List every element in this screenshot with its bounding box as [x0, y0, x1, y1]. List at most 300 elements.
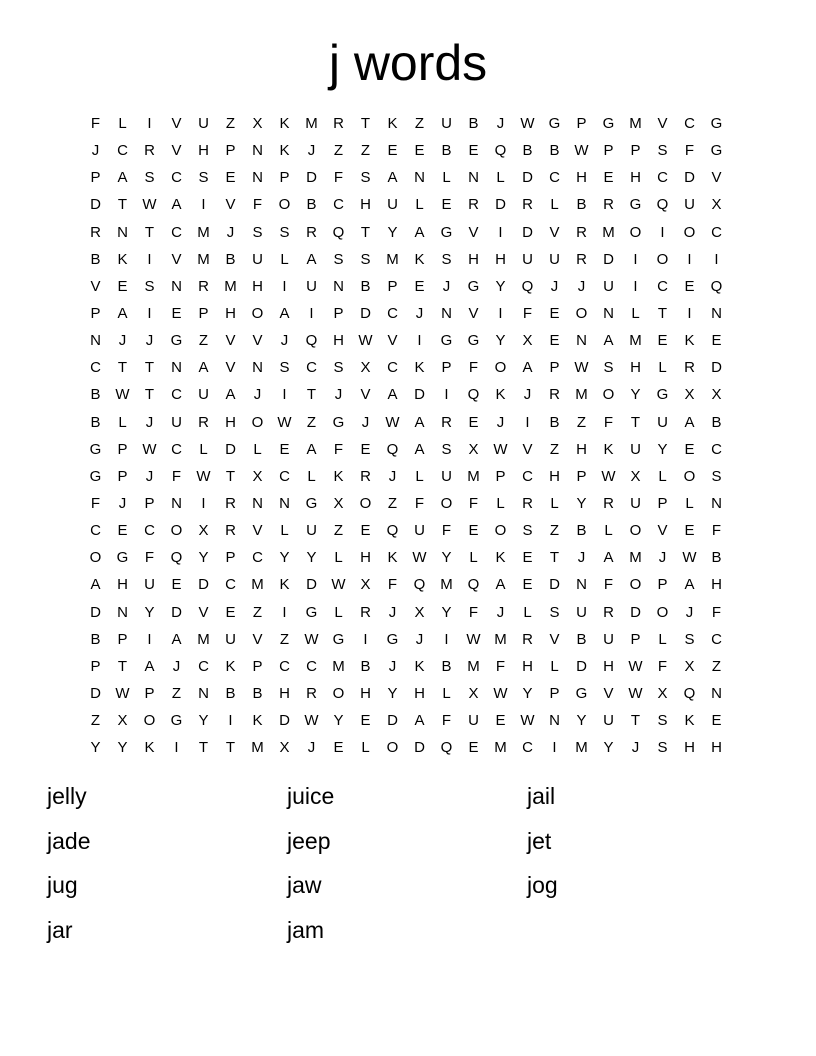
grid-cell: Z [576, 413, 587, 431]
grid-cell: K [603, 440, 614, 458]
grid-cell: M [629, 332, 642, 350]
grid-cell: H [198, 142, 209, 160]
grid-cell: N [549, 712, 560, 730]
grid-cell: H [225, 413, 236, 431]
grid-cell: I [147, 630, 152, 648]
grid-cell: I [687, 304, 692, 322]
grid-cell: E [495, 712, 506, 730]
grid-cell: V [225, 359, 236, 377]
grid-cell: C [171, 386, 182, 404]
grid-cell: J [145, 467, 154, 485]
grid-cell: A [387, 386, 398, 404]
grid-cell: R [549, 386, 560, 404]
grid-cell: I [147, 304, 152, 322]
grid-cell: D [495, 196, 506, 214]
grid-cell: K [279, 115, 290, 132]
grid-cell: R [603, 603, 614, 621]
grid-cell: Z [414, 115, 425, 132]
grid-cell: N [576, 332, 587, 350]
grid-cell: Y [279, 549, 290, 567]
page-title: j words [328, 35, 488, 91]
grid-cell: Q [467, 576, 480, 594]
grid-cell: M [224, 277, 237, 295]
grid-cell: P [198, 304, 209, 322]
grid-cell: N [252, 142, 263, 160]
grid-cell: F [333, 440, 344, 458]
grid-cell: U [171, 413, 182, 431]
grid-cell: W [520, 115, 535, 132]
grid-cell: G [710, 115, 723, 132]
grid-cell: I [228, 712, 233, 730]
grid-cell: K [414, 657, 425, 675]
grid-cell: O [278, 196, 291, 214]
grid-cell: V [549, 630, 560, 648]
grid-cell: K [495, 549, 506, 567]
grid-cell: Q [386, 522, 399, 540]
grid-cell: E [468, 413, 479, 431]
grid-cell: W [358, 332, 373, 350]
grid-cell: M [386, 250, 399, 268]
grid-cell: O [683, 223, 696, 241]
grid-cell: M [251, 739, 264, 757]
grid-cell: V [252, 522, 263, 540]
grid-cell: T [549, 549, 560, 567]
grid-cell: C [279, 467, 290, 485]
grid-cell: E [684, 522, 695, 540]
grid-cell: E [684, 277, 695, 295]
grid-cell: S [684, 630, 695, 648]
grid-cell: B [468, 115, 479, 132]
grid-cell: P [90, 169, 101, 187]
grid-cell: S [657, 142, 668, 160]
grid-cell: L [685, 494, 694, 512]
grid-cell: P [252, 657, 263, 675]
grid-cell: W [385, 413, 400, 431]
grid-cell: V [549, 223, 560, 241]
grid-cell: R [198, 277, 209, 295]
grid-cell: E [414, 277, 425, 295]
grid-cell: Y [495, 277, 506, 295]
grid-cell: R [576, 250, 587, 268]
grid-cell: W [682, 549, 697, 567]
grid-cell: G [467, 277, 480, 295]
grid-cell: H [360, 196, 371, 214]
grid-cell: F [495, 657, 506, 675]
grid-cell: T [306, 386, 317, 404]
grid-cell: Q [467, 386, 480, 404]
grid-cell: O [494, 359, 507, 377]
grid-cell: G [305, 603, 318, 621]
grid-cell: G [467, 332, 480, 350]
grid-cell: R [360, 467, 371, 485]
grid-cell: G [602, 115, 615, 132]
grid-cell: Z [90, 712, 101, 730]
grid-cell: M [629, 115, 642, 132]
grid-cell: B [576, 522, 587, 540]
grid-cell: C [522, 467, 533, 485]
grid-cell: X [333, 494, 344, 512]
grid-cell: M [494, 739, 507, 757]
grid-cell: A [117, 304, 128, 322]
grid-cell: E [468, 142, 479, 160]
grid-cell: S [144, 277, 155, 295]
grid-cell: O [629, 223, 642, 241]
grid-cell: R [441, 413, 452, 431]
grid-cell: E [684, 440, 695, 458]
grid-cell: E [711, 332, 722, 350]
grid-cell: U [387, 196, 398, 214]
grid-cell: G [332, 630, 345, 648]
grid-cell: R [306, 684, 317, 702]
grid-cell: I [552, 739, 557, 757]
grid-cell: O [251, 304, 264, 322]
grid-cell: T [144, 386, 155, 404]
grid-cell: N [117, 603, 128, 621]
grid-cell: M [629, 549, 642, 567]
grid-cell: E [225, 169, 236, 187]
grid-cell: M [440, 576, 453, 594]
grid-cell: T [630, 413, 641, 431]
grid-cell: K [279, 142, 290, 160]
grid-cell: A [198, 359, 209, 377]
grid-cell: M [332, 657, 345, 675]
grid-cell: J [118, 332, 127, 350]
grid-cell: L [442, 684, 451, 702]
grid-cell: D [279, 712, 290, 730]
grid-cell: G [440, 332, 453, 350]
grid-cell: E [414, 142, 425, 160]
grid-cell: S [198, 169, 209, 187]
grid-cell: Q [440, 739, 453, 757]
grid-cell: H [711, 739, 722, 757]
grid-cell: X [414, 603, 425, 621]
grid-cell: Y [495, 332, 506, 350]
grid-cell: R [144, 142, 155, 160]
grid-cell: X [684, 386, 695, 404]
grid-cell: I [363, 630, 368, 648]
grid-cell: B [711, 413, 722, 431]
grid-cell: D [360, 304, 371, 322]
grid-cell: E [549, 304, 560, 322]
grid-cell: B [576, 196, 587, 214]
grid-cell: F [333, 169, 344, 187]
grid-cell: E [387, 142, 398, 160]
word-list-item: jog [527, 872, 558, 898]
grid-cell: R [90, 223, 101, 241]
grid-cell: B [225, 250, 236, 268]
grid-cell: J [145, 332, 154, 350]
grid-cell: B [576, 630, 587, 648]
grid-cell: L [334, 603, 343, 621]
grid-cell: U [225, 630, 236, 648]
grid-cell: B [225, 684, 236, 702]
grid-cell: X [198, 522, 209, 540]
grid-cell: L [550, 494, 559, 512]
grid-cell: M [575, 739, 588, 757]
grid-cell: E [117, 277, 128, 295]
grid-cell: I [498, 223, 503, 241]
grid-cell: E [468, 739, 479, 757]
grid-cell: F [711, 603, 722, 621]
grid-cell: C [711, 440, 722, 458]
grid-cell: Y [441, 603, 452, 621]
grid-cell: A [306, 250, 317, 268]
grid-cell: L [280, 522, 289, 540]
grid-cell: H [414, 684, 425, 702]
grid-cell: R [603, 196, 614, 214]
word-list-item: jelly [47, 783, 87, 809]
grid-cell: K [387, 549, 398, 567]
grid-cell: P [576, 467, 587, 485]
grid-cell: U [576, 603, 587, 621]
grid-cell: J [685, 603, 694, 621]
grid-cell: D [90, 603, 101, 621]
grid-cell: V [90, 277, 101, 295]
grid-cell: E [549, 332, 560, 350]
grid-cell: F [468, 603, 479, 621]
grid-cell: V [171, 142, 182, 160]
grid-cell: Z [387, 494, 398, 512]
grid-cell: V [171, 250, 182, 268]
grid-cell: L [280, 250, 289, 268]
grid-cell: U [414, 522, 425, 540]
grid-cell: Z [333, 142, 344, 160]
grid-cell: P [117, 440, 128, 458]
grid-cell: F [468, 359, 479, 377]
grid-cell: S [279, 359, 290, 377]
grid-cell: D [90, 684, 101, 702]
grid-cell: S [657, 739, 668, 757]
grid-cell: T [117, 359, 128, 377]
grid-cell: V [711, 169, 722, 187]
grid-cell: D [306, 576, 317, 594]
grid-cell: N [333, 277, 344, 295]
grid-cell: L [334, 549, 343, 567]
grid-cell: A [306, 440, 317, 458]
grid-cell: W [493, 684, 508, 702]
grid-cell: I [660, 223, 665, 241]
grid-cell: U [522, 250, 533, 268]
grid-cell: E [441, 196, 452, 214]
grid-cell: U [603, 630, 614, 648]
grid-cell: U [252, 250, 263, 268]
grid-cell: C [90, 359, 101, 377]
grid-cell: I [174, 739, 179, 757]
grid-cell: D [549, 576, 560, 594]
grid-cell: W [493, 440, 508, 458]
grid-cell: U [603, 277, 614, 295]
grid-cell: A [522, 359, 533, 377]
grid-cell: D [684, 169, 695, 187]
grid-cell: X [252, 115, 263, 132]
grid-cell: Z [198, 332, 209, 350]
grid-cell: H [279, 684, 290, 702]
grid-cell: L [469, 549, 478, 567]
grid-cell: J [577, 277, 586, 295]
grid-cell: F [414, 494, 425, 512]
grid-cell: P [603, 142, 614, 160]
grid-cell: I [282, 603, 287, 621]
grid-cell: Y [441, 549, 452, 567]
grid-cell: V [603, 684, 614, 702]
grid-cell: D [198, 576, 209, 594]
grid-cell: J [496, 115, 505, 132]
grid-cell: L [361, 739, 370, 757]
grid-cell: R [603, 494, 614, 512]
grid-cell: S [441, 440, 452, 458]
grid-cell: P [441, 359, 452, 377]
grid-cell: C [198, 657, 209, 675]
grid-cell: F [252, 196, 263, 214]
grid-cell: J [307, 739, 316, 757]
letter-grid [82, 113, 730, 764]
grid-cell: L [118, 115, 127, 132]
grid-cell: Y [198, 712, 209, 730]
grid-cell: G [575, 684, 588, 702]
grid-cell: I [201, 494, 206, 512]
grid-cell: Z [306, 413, 317, 431]
grid-cell: K [684, 332, 695, 350]
grid-cell: H [468, 250, 479, 268]
grid-cell: U [549, 250, 560, 268]
grid-cell: W [628, 684, 643, 702]
grid-cell: I [633, 250, 638, 268]
grid-cell: L [658, 467, 667, 485]
grid-cell: A [603, 332, 614, 350]
grid-cell: O [440, 494, 453, 512]
grid-cell: Y [630, 386, 641, 404]
grid-cell: Q [332, 223, 345, 241]
grid-cell: L [415, 196, 424, 214]
grid-cell: K [144, 739, 155, 757]
grid-cell: P [630, 142, 641, 160]
grid-cell: C [333, 196, 344, 214]
grid-cell: Z [171, 684, 182, 702]
grid-cell: G [116, 549, 129, 567]
grid-cell: N [198, 684, 209, 702]
grid-cell: O [575, 304, 588, 322]
grid-cell: I [444, 630, 449, 648]
grid-cell: E [657, 332, 668, 350]
grid-cell: J [496, 603, 505, 621]
grid-cell: W [574, 359, 589, 377]
grid-cell: Y [306, 549, 317, 567]
grid-cell: N [171, 359, 182, 377]
grid-cell: D [171, 603, 182, 621]
grid-cell: K [117, 250, 128, 268]
grid-cell: F [603, 413, 614, 431]
grid-cell: X [252, 467, 263, 485]
grid-cell: C [117, 142, 128, 160]
grid-cell: W [304, 712, 319, 730]
grid-cell: A [684, 576, 695, 594]
grid-cell: T [360, 223, 371, 241]
grid-cell: P [549, 359, 560, 377]
grid-cell: O [602, 386, 615, 404]
grid-cell: J [388, 467, 397, 485]
grid-cell: W [142, 440, 157, 458]
word-list-item: juice [287, 783, 335, 809]
grid-cell: J [172, 657, 181, 675]
grid-cell: K [684, 712, 695, 730]
grid-cell: G [440, 223, 453, 241]
grid-cell: S [333, 250, 344, 268]
grid-cell: H [495, 250, 506, 268]
grid-cell: X [522, 332, 533, 350]
grid-cell: H [576, 440, 587, 458]
grid-cell: S [711, 467, 722, 485]
grid-cell: J [658, 549, 667, 567]
grid-cell: N [711, 684, 722, 702]
grid-cell: U [657, 413, 668, 431]
grid-cell: T [117, 657, 128, 675]
grid-cell: D [522, 223, 533, 241]
grid-cell: C [684, 115, 695, 132]
grid-cell: W [196, 467, 211, 485]
grid-cell: S [360, 169, 371, 187]
grid-cell: E [603, 169, 614, 187]
grid-cell: Z [252, 603, 263, 621]
grid-cell: N [603, 304, 614, 322]
grid-cell: J [91, 142, 100, 160]
grid-cell: L [523, 603, 532, 621]
grid-cell: G [548, 115, 561, 132]
grid-cell: C [549, 169, 560, 187]
grid-cell: M [467, 657, 480, 675]
grid-cell: W [115, 684, 130, 702]
grid-cell: R [360, 603, 371, 621]
grid-cell: O [629, 576, 642, 594]
grid-cell: U [603, 712, 614, 730]
grid-cell: H [225, 304, 236, 322]
grid-cell: H [360, 549, 371, 567]
grid-cell: R [522, 494, 533, 512]
grid-cell: Q [683, 684, 696, 702]
grid-cell: P [495, 467, 506, 485]
grid-cell: G [656, 386, 669, 404]
grid-cell: H [252, 277, 263, 295]
grid-cell: P [657, 576, 668, 594]
grid-cell: F [711, 522, 722, 540]
grid-cell: U [441, 115, 452, 132]
grid-cell: C [306, 359, 317, 377]
grid-cell: R [684, 359, 695, 377]
grid-cell: N [468, 169, 479, 187]
grid-cell: P [117, 630, 128, 648]
grid-cell: T [117, 196, 128, 214]
grid-cell: G [629, 196, 642, 214]
grid-cell: Y [117, 739, 128, 757]
grid-cell: U [630, 494, 641, 512]
grid-cell: R [522, 196, 533, 214]
grid-cell: H [711, 576, 722, 594]
grid-cell: Z [333, 522, 344, 540]
grid-cell: Y [333, 712, 344, 730]
grid-cell: E [360, 712, 371, 730]
grid-cell: N [252, 359, 263, 377]
grid-cell: Y [198, 549, 209, 567]
grid-cell: T [198, 739, 209, 757]
grid-cell: P [90, 657, 101, 675]
grid-cell: H [630, 359, 641, 377]
grid-cell: D [576, 657, 587, 675]
grid-cell: I [525, 413, 530, 431]
grid-cell: A [603, 549, 614, 567]
grid-cell: N [576, 576, 587, 594]
word-list-item: jeep [287, 827, 331, 854]
grid-cell: C [171, 169, 182, 187]
grid-cell: S [441, 250, 452, 268]
